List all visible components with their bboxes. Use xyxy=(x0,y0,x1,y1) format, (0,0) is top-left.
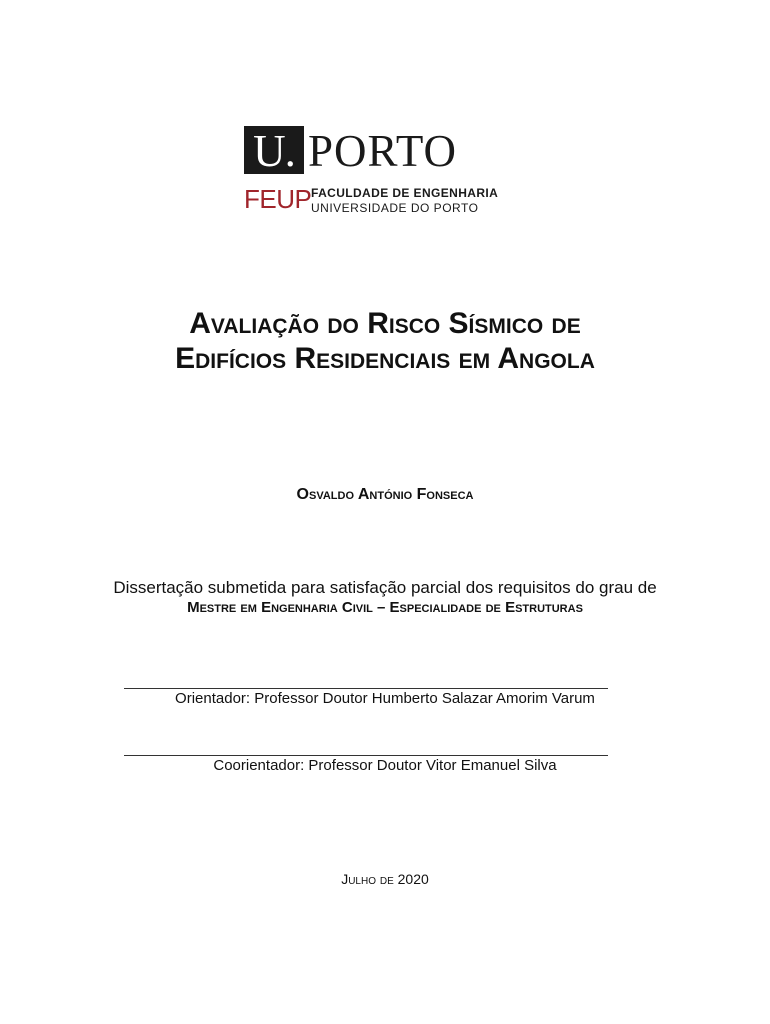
supervisor-label: Orientador: Professor Doutor Humberto Salazar Amorim Varum xyxy=(175,690,595,707)
logo-feup-wordmark: FEUP xyxy=(244,184,312,214)
degree-statement: Dissertação submetida para satisfação parcial dos requisitos do grau de xyxy=(113,578,657,597)
thesis-title-line-1: Avaliação do Risco Sísmico de xyxy=(189,307,581,340)
logo-u-mark: U. xyxy=(253,126,295,176)
uporto-feup-logo xyxy=(244,126,504,220)
degree-name: Mestre em Engenharia Civil – Especialidade de Estruturas xyxy=(187,599,583,616)
thesis-title-line-2: Edifícios Residenciais em Angola xyxy=(175,342,595,375)
co-supervisor-signature-line xyxy=(124,755,608,756)
thesis-title xyxy=(0,306,770,376)
author-name: Osvaldo António Fonseca xyxy=(296,486,474,503)
logo-faculty-name: FACULDADE DE ENGENHARIA xyxy=(311,186,499,200)
co-supervisor-label: Coorientador: Professor Doutor Vitor Emanuel Silva xyxy=(213,757,557,774)
logo-university-name: UNIVERSIDADE DO PORTO xyxy=(311,201,479,215)
supervisor-signature-line xyxy=(124,688,608,689)
logo-porto-wordmark: PORTO xyxy=(308,126,458,176)
submission-date: Julho de 2020 xyxy=(341,871,429,887)
